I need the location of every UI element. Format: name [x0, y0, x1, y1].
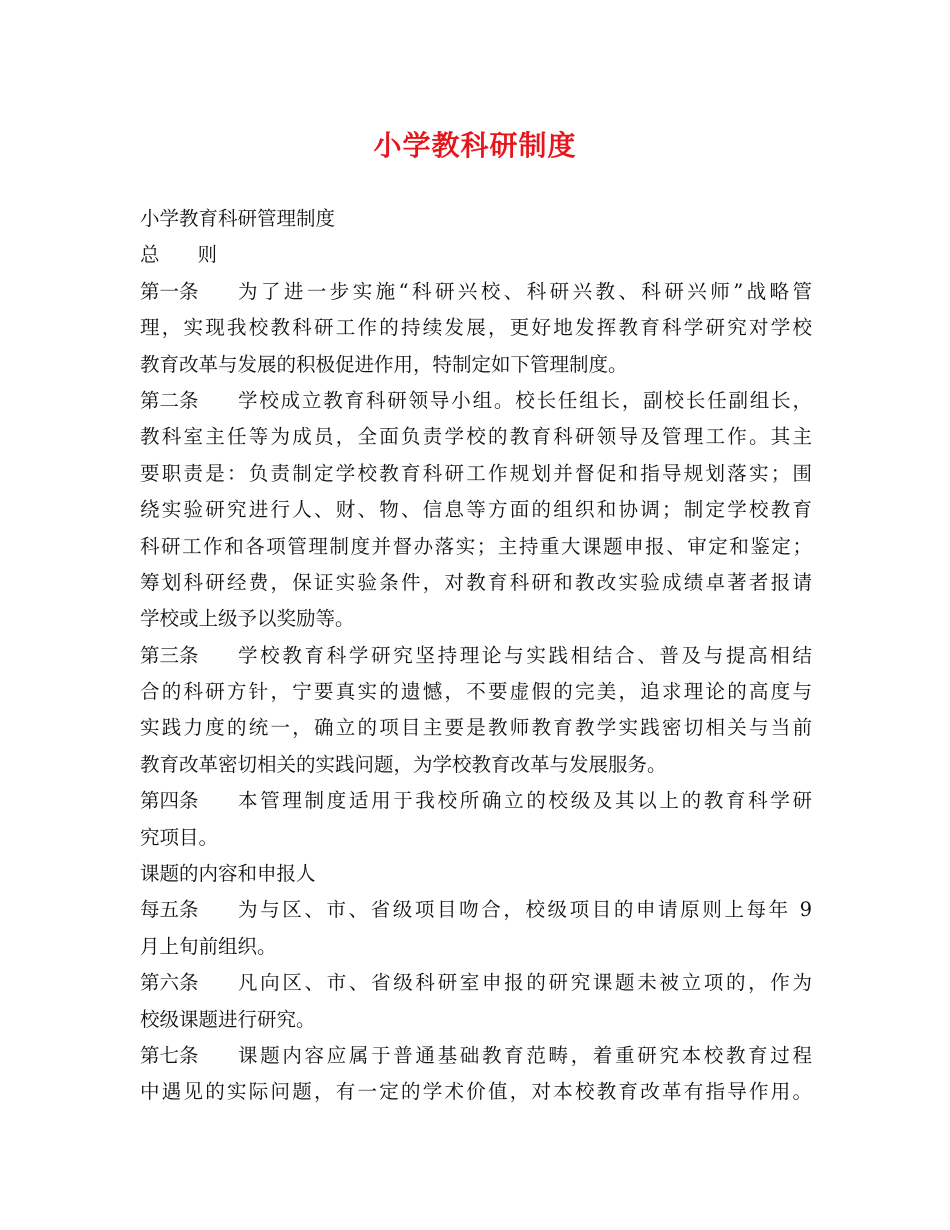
article-number: 第二条	[140, 388, 199, 412]
line-text: 教育改革密切相关的实践问题，为学校教育改革与发展服务。	[140, 752, 667, 776]
text-line	[140, 565, 812, 601]
line-text: 绕实验研究进行人、财、物、信息等方面的组织和协调；制定学校教育	[140, 498, 812, 522]
line-text: 学校教育科学研究坚持理论与实践相结合、普及与提高相结	[238, 643, 812, 667]
section-heading-char: 则	[197, 243, 218, 267]
document-body	[140, 201, 812, 1111]
text-line	[140, 1002, 812, 1038]
line-text: 课题的内容和申报人	[140, 862, 316, 886]
line-text: 理，实现我校教科研工作的持续发展，更好地发挥教育科学研究对学校	[140, 316, 812, 340]
text-line	[140, 419, 812, 455]
text-line	[140, 310, 812, 346]
text-line	[140, 492, 812, 528]
text-line	[140, 747, 812, 783]
text-line	[140, 529, 812, 565]
article-number: 第四条	[140, 789, 199, 813]
article-number: 第三条	[140, 643, 199, 667]
article-line	[140, 783, 812, 819]
article-line	[140, 638, 812, 674]
line-text: 究项目。	[140, 825, 219, 849]
line-text: 要职责是：负责制定学校教育科研工作规划并督促和指导规划落实；围	[140, 461, 812, 485]
article-line	[140, 274, 812, 310]
line-text: 为与区、市、省级项目吻合，校级项目的申请原则上每年 9	[238, 898, 812, 922]
line-text: 小学教育科研管理制度	[140, 207, 336, 230]
article-number: 第七条	[140, 1043, 199, 1067]
line-text: 学校成立教育科研领导小组。校长任组长，副校长任副组长，	[238, 388, 812, 412]
document-title: 小学教科研制度	[373, 129, 577, 162]
text-line	[140, 929, 812, 965]
section-heading-char: 总	[140, 243, 160, 267]
text-line	[140, 237, 812, 273]
line-text: 筹划科研经费，保证实验条件，对教育科研和教改实验成绩卓著者报请	[140, 570, 812, 594]
article-line	[140, 1038, 812, 1074]
line-text: 月上旬前组织。	[140, 934, 277, 958]
text-line	[140, 201, 812, 237]
line-text: 学校或上级予以奖励等。	[140, 607, 355, 631]
line-text: 校级课题进行研究。	[140, 1007, 316, 1031]
line-text: 实践力度的统一，确立的项目主要是教师教育教学实践密切相关与当前	[140, 716, 812, 740]
article-line	[140, 892, 812, 928]
text-line	[140, 1074, 812, 1110]
article-number: 第一条	[140, 279, 199, 303]
article-line	[140, 383, 812, 419]
line-text: 教科室主任等为成员，全面负责学校的教育科研领导及管理工作。其主	[140, 425, 812, 449]
text-line	[140, 456, 812, 492]
line-text: 中遇见的实际问题，有一定的学术价值，对本校教育改革有指导作用。	[140, 1080, 812, 1104]
article-number: 第六条	[140, 971, 199, 995]
line-text: 为了进一步实施“科研兴校、科研兴教、科研兴师”战略管	[238, 279, 812, 303]
text-line	[140, 820, 812, 856]
text-line	[140, 674, 812, 710]
line-text: 凡向区、市、省级科研室申报的研究课题未被立项的，作为	[238, 971, 812, 995]
line-text: 教育改革与发展的积极促进作用，特制定如下管理制度。	[140, 352, 628, 376]
line-text: 课题内容应属于普通基础教育范畴，着重研究本校教育过程	[238, 1043, 812, 1067]
article-number: 每五条	[140, 898, 199, 922]
article-line	[140, 965, 812, 1001]
text-line	[140, 710, 812, 746]
text-line	[140, 856, 812, 892]
text-line	[140, 601, 812, 637]
line-text: 本管理制度适用于我校所确立的校级及其以上的教育科学研	[238, 789, 812, 813]
line-text: 合的科研方针，宁要真实的遗憾，不要虚假的完美，追求理论的高度与	[140, 680, 812, 704]
text-line	[140, 347, 812, 383]
line-text: 科研工作和各项管理制度并督办落实；主持重大课题申报、审定和鉴定；	[140, 534, 812, 558]
